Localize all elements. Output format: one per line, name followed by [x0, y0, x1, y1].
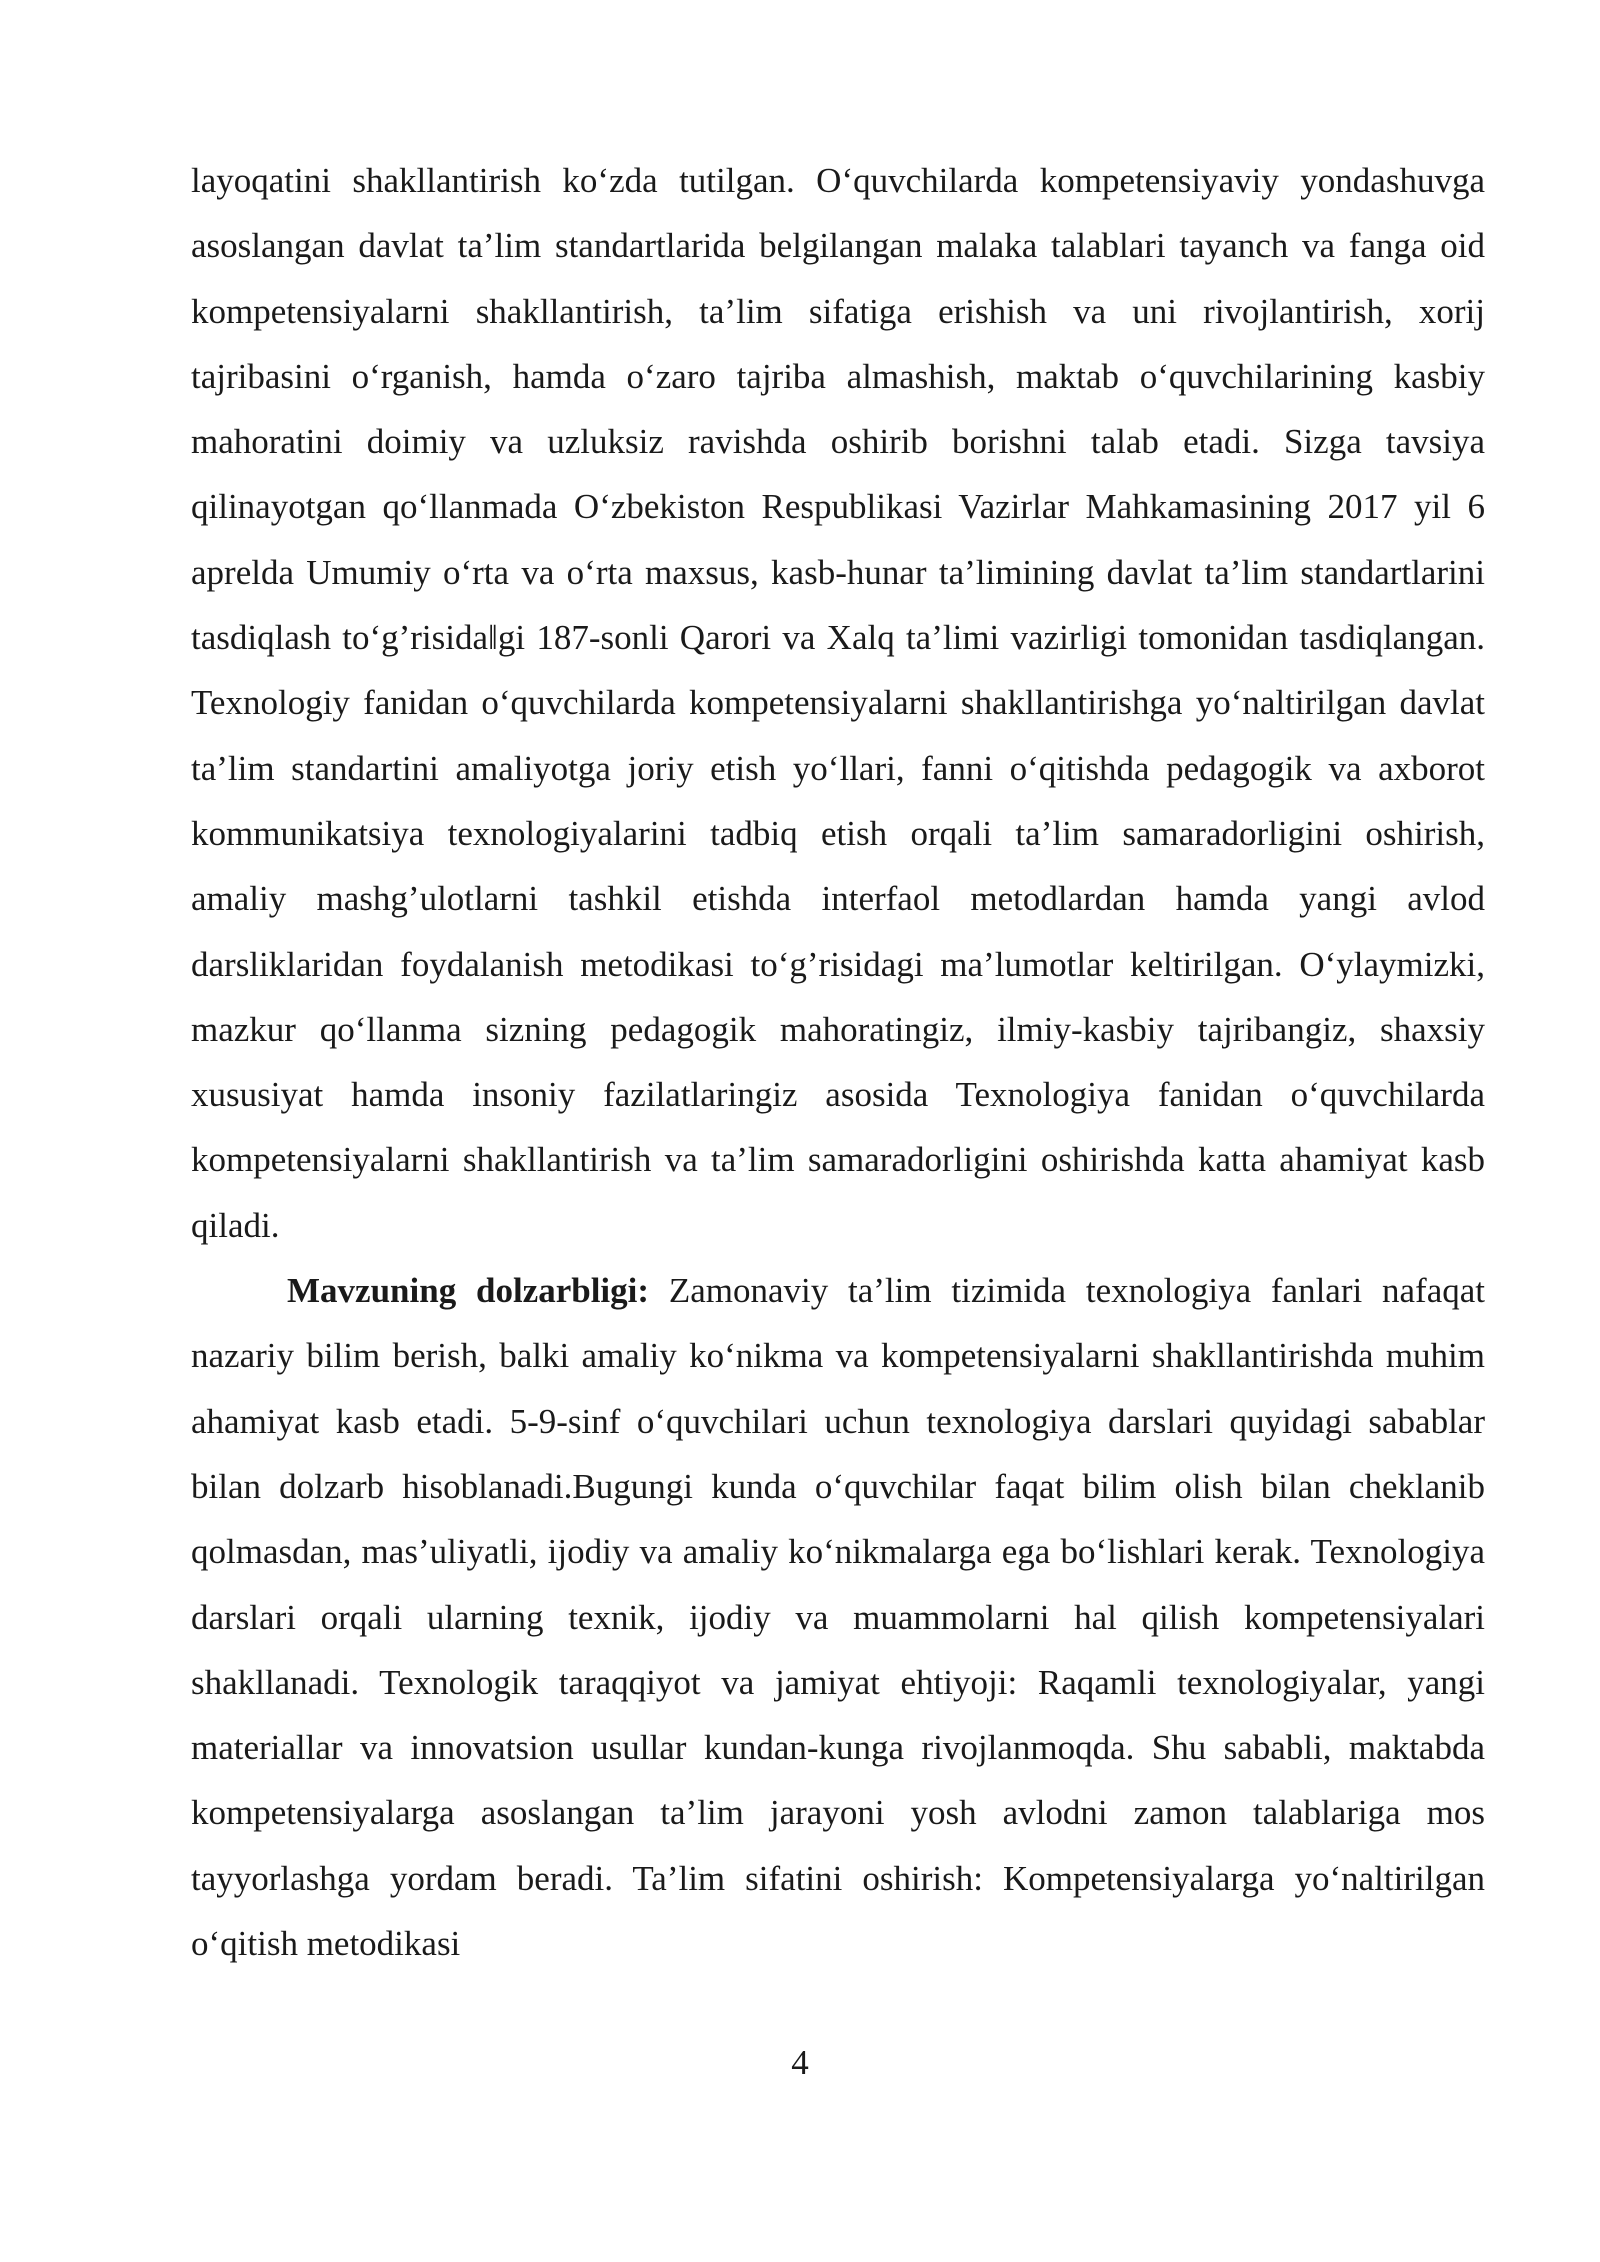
- intro-paragraph: layoqatini shakllantirish ko‘zda tutilgan. O‘quvchilarda kompetensiyaviy yondashuvga asoslangan davlat ta’lim standartlarida belgilangan malaka talablari tayanch va fanga oid kompetensiyalarni shakllantirish, ta’lim sifatiga erishish va uni rivojlantirish, xorij tajribasini o‘rganish, hamda o‘zaro tajriba almashish, maktab o‘quvchilarining kasbiy mahoratini doimiy va uzluksiz ravishda oshirib borishni talab etadi. Sizga tavsiya qilinayotgan qo‘llanmada O‘zbekiston Respublikasi Vazirlar Mahkamasining 2017 yil 6 aprelda Umumiy o‘rta va o‘rta maxsus, kasb-hunar ta’limining davlat ta’lim standartlarini tasdiqlash to‘g’risida‖gi 187-sonli Qarori va Xalq ta’limi vazirligi tomonidan tasdiqlangan. Texnologiy fanidan o‘quvchilarda kompetensiyalarni shakllantirishga yo‘naltirilgan davlat ta’lim standartini amaliyotga joriy etish yo‘llari, fanni o‘qitishda pedagogik va axborot kommunikatsiya texnologiyalarini tadbiq etish orqali ta’lim samaradorligini oshirish, amaliy mashg’ulotlarni tashkil etishda interfaol metodlardan hamda yangi avlod darsliklaridan foydalanish metodikasi to‘g’risidagi ma’lumotlar keltirilgan. O‘ylaymizki, mazkur qo‘llanma sizning pedagogik mahoratingiz, ilmiy-kasbiy tajribangiz, shaxsiy xususiyat hamda insoniy fazilatlaringiz asosida Texnologiya fanidan o‘quvchilarda kompetensiyalarni shakllantirish va ta’lim samaradorligini oshirishda katta ahamiyat kasb qiladi.: [191, 161, 1485, 1245]
- relevance-text: Zamonaviy ta’lim tizimida texnologiya fanlari nafaqat nazariy bilim berish, balki amaliy ko‘nikma va kompetensiyalarni shakllantirishda muhim ahamiyat kasb etadi. 5-9-sinf o‘quvchilari uchun texnologiya darslari quyidagi sabablar bilan dolzarb hisoblanadi.Bugungi kunda o‘quvchilar faqat bilim olish bilan cheklanib qolmasdan, mas’uliyatli, ijodiy va amaliy ko‘nikmalarga ega bo‘lishlari kerak. Texnologiya darslari orqali ularning texnik, ijodiy va muammolarni hal qilish kompetensiyalari shakllanadi. Texnologik taraqqiyot va jamiyat ehtiyoji: Raqamli texnologiyalar, yangi materiallar va innovatsion usullar kundan-kunga rivojlanmoqda. Shu sababli, maktabda kompetensiyalarga asoslangan ta’lim jarayoni yosh avlodni zamon talablariga mos tayyorlashga yordam beradi. Ta’lim sifatini oshirish: Kompetensiyalarga yo‘naltirilgan o‘qitish metodikasi: [191, 1271, 1485, 1964]
- body-text: [191, 148, 1485, 1976]
- relevance-heading: Mavzuning dolzarbligi:: [287, 1271, 650, 1311]
- relevance-paragraph: [191, 1258, 1485, 1976]
- page-number: 4: [791, 2043, 809, 2082]
